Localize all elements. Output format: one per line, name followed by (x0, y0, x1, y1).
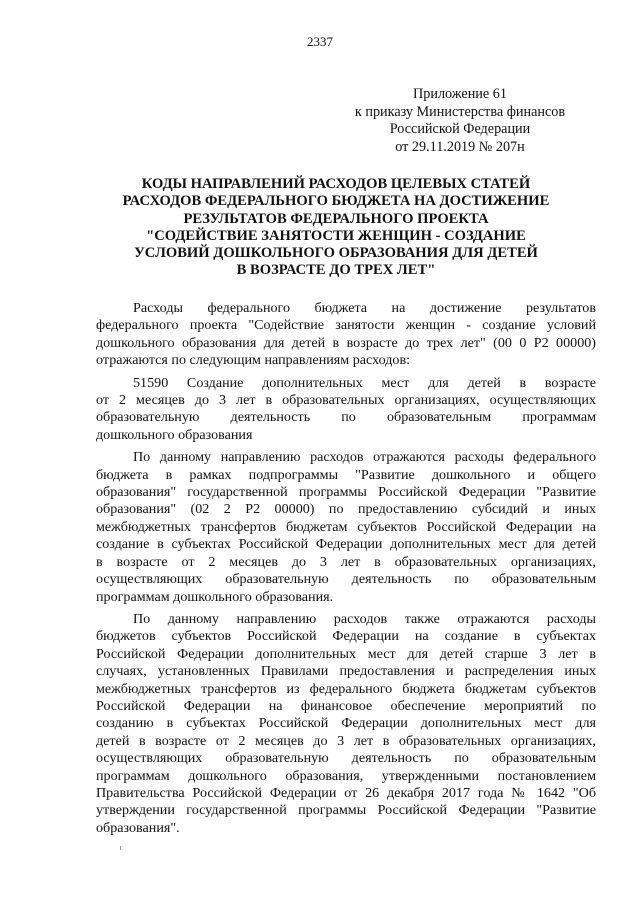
paragraph-line: от 2 месяцев до 3 лет в образовательных организациях, осуществляющих (96, 392, 596, 409)
paragraph-line: межбюджетных трансфертов бюджетам субъектов Российской Федерации на (96, 518, 596, 535)
paragraph-line: Российской Федерации на финансовое обеспечение мероприятий по (96, 697, 596, 714)
paragraph-line: в возрасте от 2 месяцев до 3 лет в образовательных организациях, (96, 553, 596, 570)
paragraph-line: утверждении государственной программы Российской Федерации "Развитие (96, 802, 596, 819)
appendix-date: от 29.11.2019 № 207н (395, 138, 525, 155)
body-paragraph (96, 375, 596, 445)
paragraph-line: Расходы федерального бюджета на достижение результатов (133, 300, 596, 316)
title-line: "СОДЕЙСТВИЕ ЗАНЯТОСТИ ЖЕНЩИН - СОЗДАНИЕ (146, 227, 526, 244)
document-title (96, 176, 576, 280)
document-body (96, 300, 596, 842)
paragraph-line: образовательную деятельность по образовательным программам (96, 409, 596, 426)
paragraph-line: дошкольного образования (96, 426, 253, 443)
paragraph-line: созданию в субъектах Российской Федерации дополнительных мест для (96, 715, 596, 732)
appendix-order-ref: к приказу Министерства финансов (354, 103, 566, 120)
paragraph-line: образования". (96, 819, 180, 836)
paragraph-line: детей в возрасте от 2 месяцев до 3 лет в образовательных организациях, (96, 732, 596, 749)
title-line: В ВОЗРАСТЕ ДО ТРЕХ ЛЕТ" (236, 262, 436, 279)
page-number: 2337 (307, 34, 333, 49)
paragraph-line: случаях, установленных Правилами предоставления и распределения иных (96, 663, 596, 680)
paragraph-line: образования" (02 2 P2 00000) по предоставлению субсидий и иных (96, 501, 596, 518)
body-paragraph (96, 449, 596, 606)
title-line: УСЛОВИЙ ДОШКОЛЬНОГО ОБРАЗОВАНИЯ ДЛЯ ДЕТЕЙ (134, 245, 538, 262)
paragraph-line: Правительства Российской Федерации от 26 декабря 2017 года № 1642 "Об (96, 784, 596, 801)
paragraph-line: программам дошкольного образования. (96, 588, 334, 605)
paragraph-line: программам дошкольного образования, утвержденными постановлением (96, 767, 596, 784)
body-paragraph (96, 300, 596, 370)
paragraph-line: бюджета в рамках подпрограммы "Развитие дошкольного и общего (96, 466, 596, 483)
paragraph-line: осуществляющих образовательную деятельность по образовательным (96, 571, 596, 588)
appendix-number: Приложение 61 (413, 86, 507, 102)
paragraph-line: 51590 Создание дополнительных мест для детей в возрасте (133, 374, 596, 391)
paragraph-line: образования" государственной программы Российской Федерации "Развитие (96, 484, 596, 501)
paragraph-line: По данному направлению расходов также отражаются расходы (133, 610, 596, 627)
title-line: РАСХОДОВ ФЕДЕРАЛЬНОГО БЮДЖЕТА НА ДОСТИЖЕНИЕ (122, 193, 550, 210)
appendix-authority: Российской Федерации (389, 121, 531, 137)
paragraph-line: бюджетов субъектов Российской Федерации на создание в субъектах (96, 628, 596, 645)
paragraph-line: федерального проекта "Содействие занятости женщин - создание условий (96, 317, 596, 334)
paragraph-line: осуществляющих образовательную деятельность по образовательным (96, 750, 596, 767)
scan-artifact (120, 846, 121, 850)
paragraph-line: создание в субъектах Российской Федерации дополнительных мест для детей (96, 536, 596, 553)
title-line: КОДЫ НАПРАВЛЕНИЙ РАСХОДОВ ЦЕЛЕВЫХ СТАТЕЙ (141, 176, 531, 192)
appendix-header (330, 86, 590, 156)
paragraph-line: По данному направлению расходов отражаются расходы федерального (133, 449, 596, 466)
title-line: РЕЗУЛЬТАТОВ ФЕДЕРАЛЬНОГО ПРОЕКТА (183, 210, 489, 227)
paragraph-line: отражаются по следующим направлениям расходов: (96, 352, 411, 369)
paragraph-line: межбюджетных трансфертов из федерального бюджета бюджетам субъектов (96, 680, 596, 697)
paragraph-line: дошкольного образования для детей в возрасте до трех лет" (00 0 P2 00000) (96, 334, 596, 351)
paragraph-line: Российской Федерации дополнительных мест для детей старше 3 лет в (96, 645, 596, 662)
body-paragraph (96, 611, 596, 837)
